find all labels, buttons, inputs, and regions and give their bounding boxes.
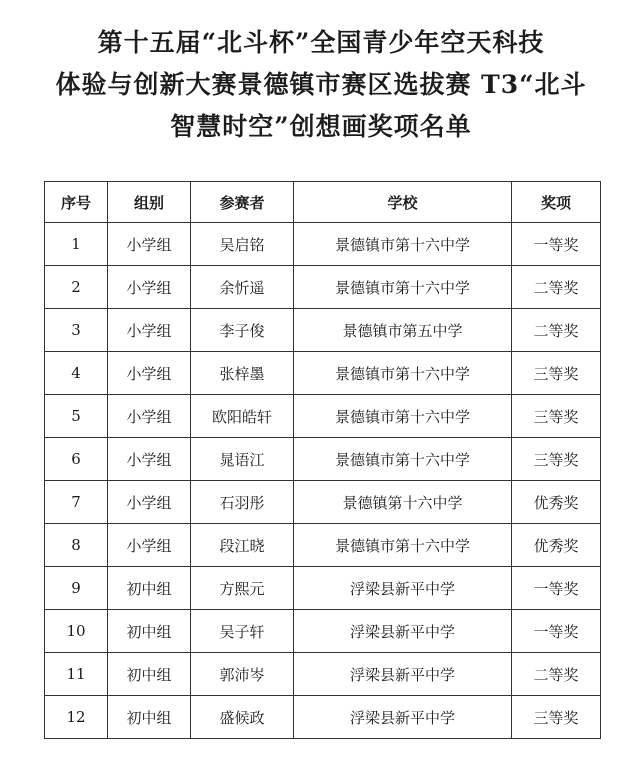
cell-school: 景德镇第十六中学 <box>294 481 512 524</box>
cell-group: 小学组 <box>108 395 191 438</box>
table-row <box>45 610 601 653</box>
cell-school: 景德镇市第十六中学 <box>294 438 512 481</box>
cell-award: 二等奖 <box>512 309 601 352</box>
table-row <box>45 696 601 739</box>
cell-award: 一等奖 <box>512 610 601 653</box>
cell-name: 段江晓 <box>191 524 294 567</box>
cell-no: 6 <box>45 438 108 481</box>
cell-no: 12 <box>45 696 108 739</box>
cell-school: 景德镇市第十六中学 <box>294 352 512 395</box>
cell-school: 景德镇市第十六中学 <box>294 395 512 438</box>
cell-name: 余忻遥 <box>191 266 294 309</box>
title-line-1: 第十五届“北斗杯”全国青少年空天科技 <box>97 28 545 57</box>
cell-award: 一等奖 <box>512 223 601 266</box>
cell-school: 浮梁县新平中学 <box>294 696 512 739</box>
table-row <box>45 223 601 266</box>
table-row <box>45 524 601 567</box>
document-title <box>0 22 642 148</box>
cell-no: 5 <box>45 395 108 438</box>
header-group: 组别 <box>108 182 191 223</box>
cell-group: 小学组 <box>108 309 191 352</box>
cell-group: 小学组 <box>108 266 191 309</box>
header-name: 参赛者 <box>191 182 294 223</box>
cell-group: 小学组 <box>108 352 191 395</box>
cell-group: 初中组 <box>108 653 191 696</box>
table-header-row <box>45 182 601 223</box>
table-row <box>45 567 601 610</box>
cell-name: 晁语江 <box>191 438 294 481</box>
cell-school: 浮梁县新平中学 <box>294 610 512 653</box>
cell-group: 初中组 <box>108 610 191 653</box>
cell-group: 初中组 <box>108 696 191 739</box>
cell-no: 11 <box>45 653 108 696</box>
cell-group: 小学组 <box>108 524 191 567</box>
table-row <box>45 653 601 696</box>
cell-name: 吴启铭 <box>191 223 294 266</box>
cell-award: 三等奖 <box>512 395 601 438</box>
cell-no: 8 <box>45 524 108 567</box>
header-award: 奖项 <box>512 182 601 223</box>
table-row <box>45 266 601 309</box>
cell-no: 1 <box>45 223 108 266</box>
cell-name: 盛候政 <box>191 696 294 739</box>
cell-name: 欧阳皓轩 <box>191 395 294 438</box>
cell-award: 二等奖 <box>512 653 601 696</box>
cell-school: 浮梁县新平中学 <box>294 653 512 696</box>
cell-no: 10 <box>45 610 108 653</box>
cell-school: 景德镇市第十六中学 <box>294 266 512 309</box>
cell-no: 4 <box>45 352 108 395</box>
award-table <box>44 181 601 739</box>
cell-school: 景德镇市第五中学 <box>294 309 512 352</box>
cell-group: 小学组 <box>108 223 191 266</box>
cell-name: 郭沛岑 <box>191 653 294 696</box>
cell-name: 方熙元 <box>191 567 294 610</box>
cell-award: 优秀奖 <box>512 481 601 524</box>
header-school: 学校 <box>294 182 512 223</box>
table-row <box>45 481 601 524</box>
title-line-2: 体验与创新大赛景德镇市赛区选拔赛 T3“北斗 <box>55 70 587 99</box>
cell-school: 景德镇市第十六中学 <box>294 223 512 266</box>
cell-name: 石羽彤 <box>191 481 294 524</box>
cell-award: 三等奖 <box>512 438 601 481</box>
table-row <box>45 395 601 438</box>
title-line-3: 智慧时空”创想画奖项名单 <box>170 112 472 141</box>
cell-name: 张梓墨 <box>191 352 294 395</box>
header-no: 序号 <box>45 182 108 223</box>
table-row <box>45 438 601 481</box>
cell-no: 9 <box>45 567 108 610</box>
cell-no: 7 <box>45 481 108 524</box>
table-row <box>45 309 601 352</box>
cell-award: 一等奖 <box>512 567 601 610</box>
cell-name: 吴子轩 <box>191 610 294 653</box>
cell-group: 小学组 <box>108 438 191 481</box>
cell-group: 初中组 <box>108 567 191 610</box>
cell-school: 浮梁县新平中学 <box>294 567 512 610</box>
cell-no: 2 <box>45 266 108 309</box>
cell-award: 二等奖 <box>512 266 601 309</box>
cell-name: 李子俊 <box>191 309 294 352</box>
cell-award: 优秀奖 <box>512 524 601 567</box>
cell-group: 小学组 <box>108 481 191 524</box>
cell-award: 三等奖 <box>512 352 601 395</box>
cell-school: 景德镇市第十六中学 <box>294 524 512 567</box>
cell-no: 3 <box>45 309 108 352</box>
cell-award: 三等奖 <box>512 696 601 739</box>
table-row <box>45 352 601 395</box>
